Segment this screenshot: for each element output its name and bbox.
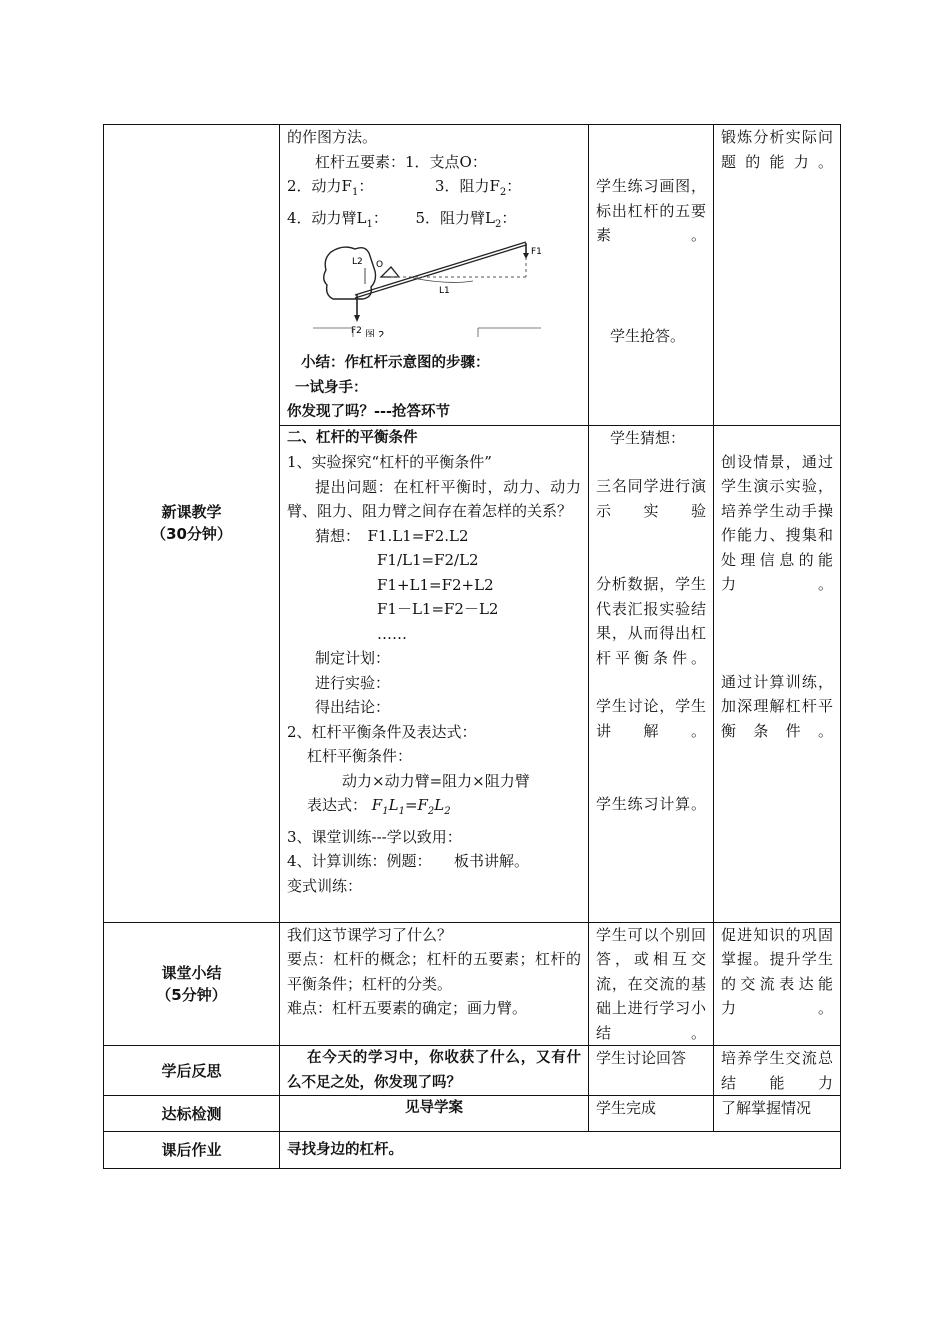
student-activity: 学生讨论回答	[596, 1049, 687, 1067]
student-activity: 学生抢答。	[610, 326, 686, 345]
student-activity: 学生练习计算。	[596, 795, 706, 813]
section-new-lesson-label: 新课教学	[161, 503, 222, 522]
guess-line: 猜想： F1.L1=F2.L2	[315, 526, 469, 545]
purpose-text: 培养学生交流总结能力	[721, 1049, 833, 1092]
label-o: O	[376, 260, 384, 270]
balance-formula-words: 动力×动力臂=阻力×阻力臂	[342, 771, 530, 790]
student-activity: 学生可以个别回答，或相互交流，在交流的基础上进行学习小结。	[596, 925, 706, 1042]
lever-figure	[287, 237, 581, 337]
lever-elements-content	[280, 125, 589, 426]
balance-content	[280, 425, 589, 922]
text-line: 难点：杠杆五要素的确定；画力臂。	[287, 999, 528, 1017]
class-summary-student	[589, 922, 714, 1046]
text-line	[287, 206, 581, 238]
f2-arrowhead	[354, 315, 360, 322]
text-line: 我们这节课学习了什么？	[287, 925, 453, 944]
section-new-lesson-duration: （30分钟）	[151, 525, 232, 544]
fulcrum	[381, 267, 399, 277]
lesson-plan-table	[103, 124, 841, 1169]
text-line: 2、杠杆平衡条件及表达式：	[287, 722, 477, 741]
section-homework-label: 课后作业	[161, 1141, 222, 1159]
section-reflection-label: 学后反思	[161, 1061, 222, 1080]
purpose-text: 通过计算训练，加深理解杠杆平衡条件。	[721, 672, 833, 740]
homework-content	[280, 1132, 841, 1169]
text-line: 表达式： $F_1L_1=F_2L_2$	[307, 796, 451, 817]
target-test-purpose	[714, 1096, 841, 1132]
balance-title: 二、杠杆的平衡条件	[287, 429, 418, 446]
guess-line: F1－L1=F2－L2	[377, 600, 499, 618]
effort-force: 2．动力$F_1$：	[287, 177, 374, 198]
balance-student	[589, 425, 714, 922]
student-activity: 分析数据，学生代表汇报实验结果，从而得出杠杆平衡条件。	[596, 575, 706, 667]
section-new-lesson	[104, 125, 280, 923]
reflection-student	[589, 1046, 714, 1096]
text-line: 4、计算训练：例题： 板书讲解。	[287, 852, 530, 870]
text-line: 变式训练：	[287, 876, 363, 895]
section-homework	[104, 1132, 280, 1169]
row-homework	[104, 1132, 841, 1169]
label-f1: F1	[531, 247, 542, 257]
question-text: 提出问题：在杠杆平衡时，动力、动力臂、阻力、阻力臂之间存在着怎样的关系？	[287, 477, 581, 520]
section-class-summary	[104, 922, 280, 1046]
purpose-text: 锻炼分析实际问题的能力。	[721, 128, 833, 171]
text-line: 杠杆平衡条件：	[307, 747, 413, 765]
text-line: 进行实验：	[315, 673, 391, 692]
student-activity: 三名同学进行演示实验	[596, 477, 706, 520]
reflection-question: 在今天的学习中，你收获了什么，又有什么不足之处，你发现了吗？	[287, 1050, 581, 1091]
row-class-summary	[104, 922, 841, 1046]
reflection-content	[280, 1046, 589, 1096]
text-line	[287, 174, 581, 206]
text-line: 制定计划：	[315, 649, 391, 667]
summary-steps: 小结：作杠杆示意图的步骤：	[301, 355, 490, 371]
purpose-text: 了解掌握情况	[721, 1099, 812, 1117]
row-target-test	[104, 1096, 841, 1132]
balance-purpose	[714, 425, 841, 922]
balance-formula: $F_1L_1=F_2L_2$	[371, 796, 451, 817]
text-line: 的作图方法。	[287, 128, 378, 146]
quiz-section: 你发现了吗？---抢答环节	[287, 404, 451, 420]
purpose-text: 创设情景，通过学生演示实验，培养学生动手操作能力、搜集和处理信息的能力。	[721, 452, 833, 593]
class-summary-content	[280, 922, 589, 1046]
guess-line: F1+L1=F2+L2	[377, 575, 494, 594]
guess-line: ……	[377, 624, 407, 643]
effort-arm: 4．动力臂$L_1$：	[287, 208, 388, 230]
text-line: 要点：杠杆的概念；杠杆的五要素；杠杆的平衡条件；杠杆的分类。	[287, 950, 581, 993]
purpose-text: 促进知识的巩固掌握。提升学生的交流表达能力。	[721, 925, 833, 1017]
lever-elements-purpose	[714, 125, 841, 426]
row-reflection	[104, 1046, 841, 1096]
text-line: 得出结论：	[315, 698, 391, 716]
section-target-test	[104, 1096, 280, 1132]
section-reflection	[104, 1046, 280, 1096]
student-activity: 学生讨论，学生讲解。	[596, 697, 706, 740]
resistance-force: 3．阻力$F_2$：	[434, 177, 522, 198]
row-lever-elements	[104, 125, 841, 426]
section-target-test-label: 达标检测	[161, 1104, 222, 1123]
lever-elements-student	[589, 125, 714, 426]
class-summary-purpose	[714, 922, 841, 1046]
resistance-arm: 5．阻力臂$L_2$：	[415, 208, 517, 230]
target-test-content	[280, 1096, 589, 1132]
figure-caption: 图 2	[365, 330, 385, 337]
section-class-summary-duration: （5分钟）	[156, 985, 227, 1004]
try-it-yourself: 一试身手：	[295, 379, 368, 396]
student-activity: 学生猜想：	[610, 428, 686, 447]
label-l1: L1	[439, 286, 450, 296]
text-line: 1、实验探究“杠杆的平衡条件”	[287, 453, 492, 471]
label-l2: L2	[352, 257, 363, 267]
homework-text: 寻找身边的杠杆。	[287, 1141, 403, 1158]
section-class-summary-label: 课堂小结	[161, 963, 222, 982]
reflection-purpose	[714, 1046, 841, 1096]
label-f2: F2	[351, 326, 362, 336]
student-activity: 学生完成	[596, 1099, 657, 1117]
target-test-student	[589, 1096, 714, 1132]
text-line: 3、课堂训练---学以致用：	[287, 827, 462, 846]
f1-arrowhead	[523, 253, 529, 259]
student-activity: 学生练习画图，标出杠杆的五要素。	[596, 177, 706, 244]
guess-line: F1/L1=F2/L2	[377, 551, 479, 569]
text-line: 杠杆五要素：1．支点O：	[315, 152, 487, 171]
l1-brace	[413, 278, 473, 282]
target-test-text: 见导学案	[405, 1100, 463, 1116]
lever-diagram	[313, 237, 553, 337]
